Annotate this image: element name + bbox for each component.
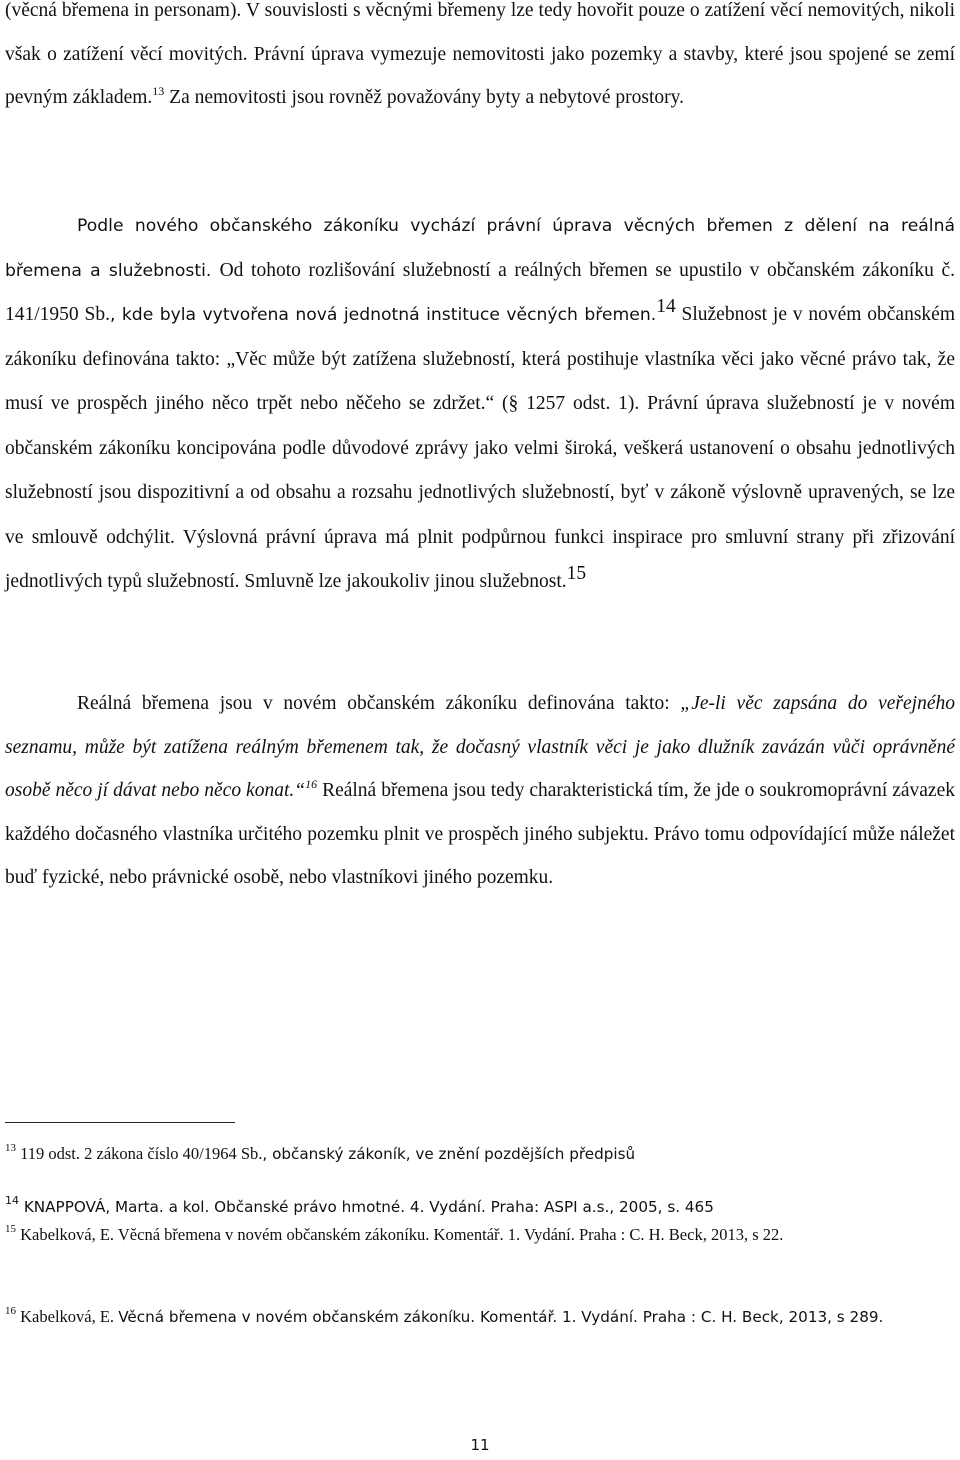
footnote-16-number: 16 (5, 1305, 16, 1317)
paragraph-1-text-a: (věcná břemena in personam). V souvislosti s věcnými břemeny lze tedy hovořit pouze o zatížení věcí nemovitých, nikoli však o zatížení věcí movitých. Právní úprava vymezuje nemovitosti jako pozemky a stavby, které jsou spojené se zemí pevným základem. (5, 0, 955, 108)
footnote-13-text-b: , občanský zákoník, ve znění pozdějších předpisů (262, 1145, 636, 1163)
paragraph-2 (5, 205, 955, 605)
footnote-16 (5, 1303, 955, 1331)
paragraph-2-text-d: Služebnost je v novém občanském zákoníku definována takto: „Věc může být zatížena služebností, která postihuje vlastníka věci jako věcné právo tak, že musí ve prospěch jiného něco trpět nebo něčeho se zdržet.“ (§ 1257 odst. 1). Právní úprava služebností je v novém občanském zákoníku koncipována podle důvodové zprávy jako velmi široká, veškerá ustanovení o obsahu jednotlivých služebností jsou dispozitivní a od obsahu a rozsahu jednotlivých služebností, byť v zákoně výslovně upravených, se lze ve smlouvě odchýlit. Výslovná právní úprava má plnit podpůrnou funkci inspirace pro smluvní strany při zřizování jednotlivých typů služebností. Smluvně lze jakoukoliv jinou služebnost. (5, 304, 955, 592)
footnote-15-text: Kabelková, E. Věcná břemena v novém občanském zákoníku. Komentář. 1. Vydání. Praha : C. H. Beck, 2013, s 22. (16, 1225, 784, 1244)
page-number: 11 (470, 1436, 490, 1454)
paragraph-3-text-a: Reálná břemena jsou v novém občanském zákoníku definována takto: (77, 693, 681, 714)
footnote-13-number: 13 (5, 1142, 16, 1154)
footnote-16-text-b: Věcná břemena v novém občanském zákoníku. Komentář. 1. Vydání. Praha : C. H. Beck, 2013, s 289. (118, 1308, 884, 1326)
footnote-13 (5, 1140, 955, 1168)
paragraph-3-quote: „Je-li věc zapsána do veřejného seznamu, může být zatížena reálným břemenem tak, že dočasný vlastník věci je jako dlužník zavázán vůči oprávněné osobě něco jí dávat nebo něco konat.“ (5, 693, 955, 801)
footnote-ref-13[interactable]: 13 (152, 84, 165, 98)
paragraph-2-text-b: Od tohoto rozlišování služebností a reálných břemen se upustilo v občanském zákoníku č. 141/1950 Sb. (5, 259, 955, 325)
paragraph-3 (5, 682, 955, 900)
footnote-separator (5, 1122, 235, 1123)
footnote-13-text-a: 119 odst. 2 zákona číslo 40/1964 Sb. (16, 1144, 263, 1163)
footnote-15 (5, 1221, 955, 1249)
footnote-ref-14[interactable]: 14 (656, 296, 676, 317)
footnote-ref-15[interactable]: 15 (566, 563, 587, 584)
paragraph-1-text-b: Za nemovitosti jsou rovněž považovány byty a nebytové prostory. (164, 87, 684, 108)
paragraph-2-text-c: , kde byla vytvořena nová jednotná instituce věcných břemen. (109, 305, 657, 325)
footnote-14 (5, 1193, 955, 1221)
footnote-14-text: KNAPPOVÁ, Marta. a kol. Občanské právo hmotné. 4. Vydání. Praha: ASPI a.s., 2005, s. 465 (19, 1198, 714, 1216)
paragraph-2-text-a: Podle nového občanského zákoníku vychází právní úprava věcných břemen z dělení na reálná břemena a služebnosti. (5, 216, 955, 281)
paragraph-3-text-b: Reálná břemena jsou tedy charakteristická tím, že jde o soukromoprávní závazek každého dočasného vlastníka určitého pozemku plnit ve prospěch jiného subjektu. Právo tomu odpovídající může náležet buď fyzické, nebo právnické osobě, nebo vlastníkovi jiného pozemku. (5, 780, 955, 888)
footnote-15-number: 15 (5, 1223, 16, 1235)
footnote-ref-16[interactable]: 16 (305, 777, 318, 791)
paragraph-1 (5, 0, 955, 120)
footnote-16-text-a: Kabelková, E. (16, 1307, 119, 1326)
footnote-14-number: 14 (5, 1194, 19, 1207)
